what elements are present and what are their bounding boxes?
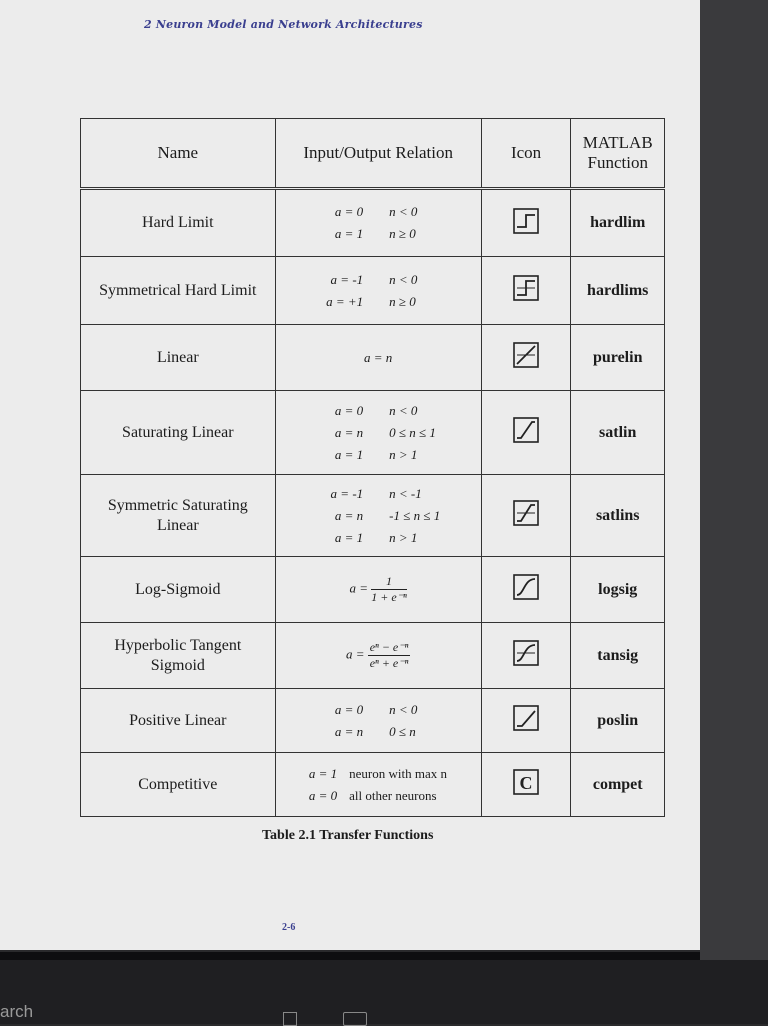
rel-output: a = 1 [334, 226, 364, 241]
formula-fraction [371, 574, 407, 605]
row-relation [275, 689, 481, 753]
rel-condition: neuron with max n [349, 765, 447, 781]
hard-limit-icon [513, 208, 539, 234]
rel-output: a = 0 [334, 402, 364, 418]
rel-output: a = -1 [330, 271, 364, 287]
transfer-functions-table [80, 118, 665, 817]
table-header-row [81, 119, 665, 189]
row-matlab-fn: purelin [571, 325, 665, 391]
rel-output: a = n [334, 424, 364, 440]
formula-denominator: eⁿ + e⁻ⁿ [369, 656, 409, 670]
linear-icon [513, 342, 539, 368]
row-relation [275, 325, 481, 391]
screen-background [700, 0, 768, 960]
running-header: 2 Neuron Model and Network Architectures [144, 18, 423, 31]
row-matlab-fn: compet [571, 753, 665, 817]
row-name: Hard Limit [81, 189, 276, 257]
table-row [81, 189, 665, 257]
row-name-line2: Linear [156, 516, 199, 534]
row-matlab-fn: hardlim [571, 189, 665, 257]
header-matlab-line1: MATLAB [582, 133, 653, 152]
table-row [81, 325, 665, 391]
row-name-line1: Symmetric Saturating [107, 496, 248, 514]
log-sigmoid-icon [513, 574, 539, 600]
header-matlab [571, 119, 665, 189]
row-relation [275, 257, 481, 325]
header-matlab-line2: Function [587, 153, 648, 172]
row-relation [275, 753, 481, 817]
row-name: Saturating Linear [81, 391, 276, 475]
table-caption: Table 2.1 Transfer Functions [262, 828, 434, 843]
formula-lhs: a = [349, 580, 369, 596]
row-matlab-fn: logsig [571, 557, 665, 623]
row-icon-cell [481, 189, 571, 257]
table-row [81, 257, 665, 325]
table-row [81, 689, 665, 753]
row-icon-cell [481, 325, 571, 391]
row-icon-cell [481, 689, 571, 753]
positive-linear-icon [513, 705, 539, 731]
row-icon-cell [481, 475, 571, 557]
rel-output: a = 1 [308, 765, 338, 781]
rel-condition: 0 ≤ n [389, 723, 416, 739]
row-relation [275, 557, 481, 623]
row-name: Competitive [81, 753, 276, 817]
rel-condition: n ≥ 0 [389, 226, 416, 241]
row-icon-cell [481, 623, 571, 689]
rel-output: a = n [364, 349, 393, 365]
taskbar [0, 960, 768, 1024]
rel-condition: n < 0 [389, 402, 418, 418]
header-relation: Input/Output Relation [275, 119, 481, 189]
row-matlab-fn: satlin [571, 391, 665, 475]
row-name-line2: Sigmoid [150, 656, 205, 674]
rel-condition: 0 ≤ n ≤ 1 [389, 424, 436, 440]
table-row [81, 557, 665, 623]
rel-condition: n < 0 [389, 701, 418, 717]
monitor-bezel [0, 952, 700, 960]
table-row [81, 475, 665, 557]
row-name [81, 623, 276, 689]
rel-output: a = 0 [334, 204, 364, 219]
rel-output: a = 0 [308, 787, 338, 803]
row-name: Log-Sigmoid [81, 557, 276, 623]
symmetric-saturating-linear-icon [513, 500, 539, 526]
table-row [81, 391, 665, 475]
row-name: Linear [81, 325, 276, 391]
rel-output: a = -1 [330, 485, 364, 501]
page-number: 2-6 [282, 922, 296, 933]
formula-denominator: 1 + e⁻ⁿ [371, 590, 407, 604]
formula-numerator: 1 [371, 574, 407, 590]
formula-lhs: a = [345, 646, 365, 662]
taskbar-search-text[interactable]: arch [0, 1002, 34, 1021]
formula-numerator: eⁿ − e⁻ⁿ [369, 640, 409, 654]
row-name-line1: Hyperbolic Tangent [114, 636, 242, 654]
row-icon-cell [481, 753, 571, 817]
rel-condition: all other neurons [349, 787, 437, 803]
row-relation [275, 391, 481, 475]
row-matlab-fn: hardlims [571, 257, 665, 325]
table-row [81, 623, 665, 689]
formula-fraction [368, 640, 411, 671]
row-icon-cell [481, 557, 571, 623]
rel-output: a = 1 [334, 529, 364, 545]
header-name: Name [81, 119, 276, 189]
rel-output: a = 0 [334, 701, 364, 717]
table-row [81, 753, 665, 817]
rel-condition: n > 1 [389, 446, 418, 462]
tanh-sigmoid-icon [513, 640, 539, 666]
competitive-icon [513, 769, 539, 795]
row-relation [275, 189, 481, 257]
rel-condition: n > 1 [389, 529, 418, 545]
saturating-linear-icon [513, 417, 539, 443]
rel-condition: n < 0 [389, 204, 418, 219]
rel-condition: -1 ≤ n ≤ 1 [389, 507, 441, 523]
row-name [81, 475, 276, 557]
rel-output: a = 1 [334, 446, 364, 462]
row-relation [275, 475, 481, 557]
rel-condition: n < -1 [389, 485, 422, 501]
row-relation [275, 623, 481, 689]
row-icon-cell [481, 391, 571, 475]
header-icon: Icon [481, 119, 571, 189]
row-name: Symmetrical Hard Limit [81, 257, 276, 325]
rel-condition: n ≥ 0 [389, 293, 416, 309]
row-icon-cell [481, 257, 571, 325]
row-matlab-fn: satlins [571, 475, 665, 557]
row-matlab-fn: poslin [571, 689, 665, 753]
rel-output: a = +1 [326, 293, 364, 309]
competitive-icon-letter: C [519, 773, 533, 793]
row-name: Positive Linear [81, 689, 276, 753]
symmetric-hard-limit-icon [513, 275, 539, 301]
row-matlab-fn: tansig [571, 623, 665, 689]
rel-output: a = n [334, 723, 364, 739]
rel-condition: n < 0 [389, 271, 418, 287]
rel-output: a = n [334, 507, 364, 523]
